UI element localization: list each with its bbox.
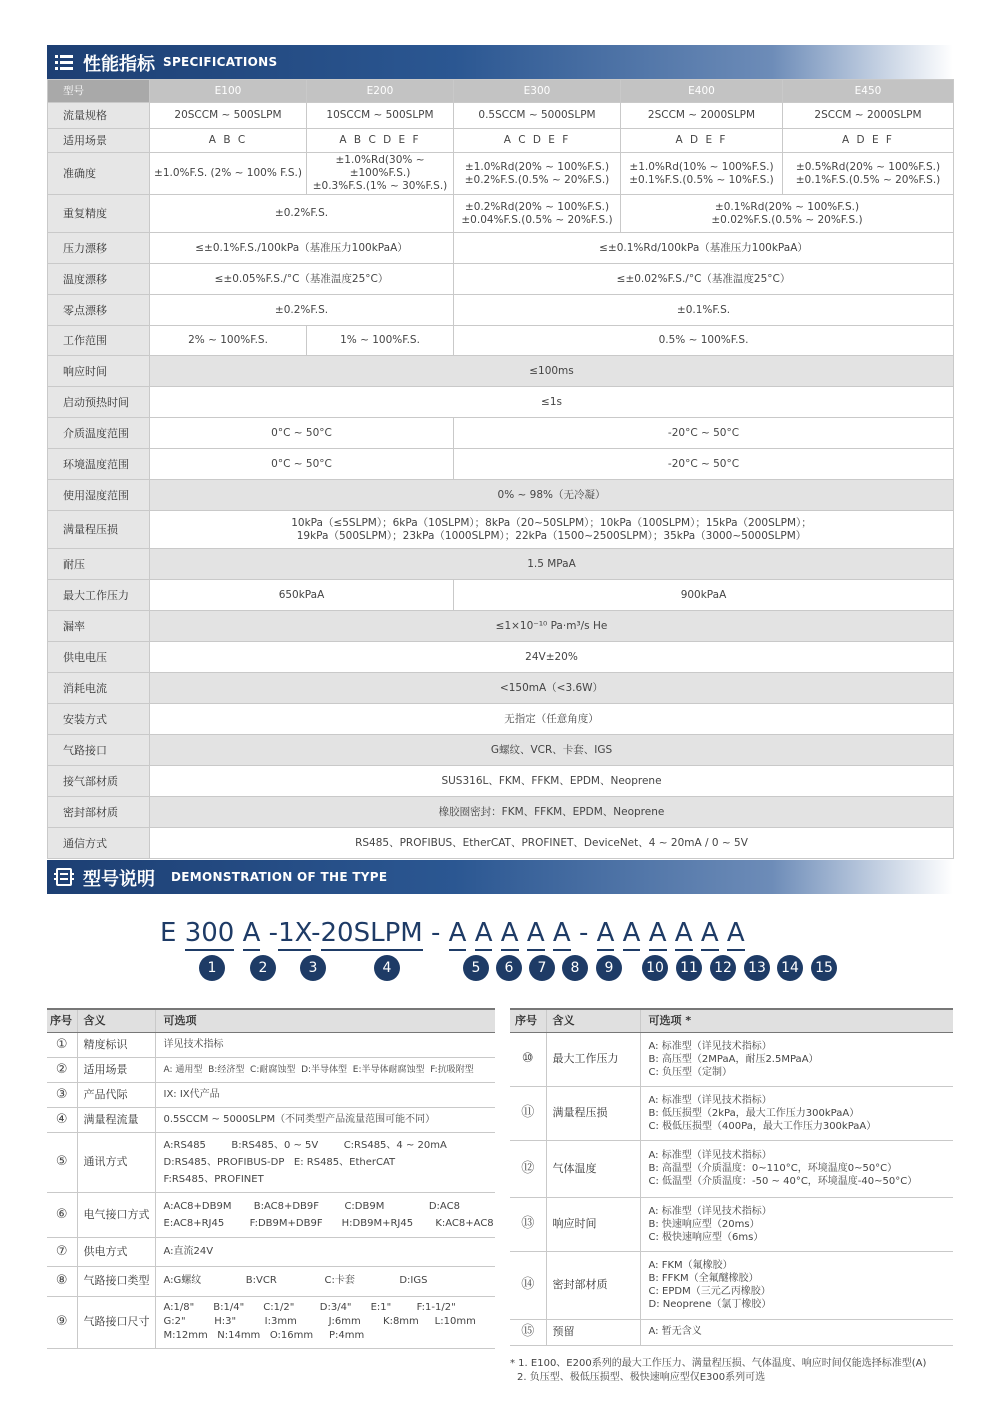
code-opt: A: [553, 918, 571, 951]
spec-table: [47, 79, 954, 859]
row-meaning: 满量程压损: [546, 1086, 640, 1140]
header-e400: E400: [621, 80, 783, 103]
row-no: ⑮: [510, 1319, 546, 1345]
row-meaning: 精度标识: [77, 1032, 155, 1057]
table-row: [47, 1132, 495, 1192]
row-comm: [48, 828, 954, 859]
row-meaning: 产品代际: [77, 1082, 155, 1107]
header-e450: E450: [783, 80, 954, 103]
row-label: 环境温度范围: [48, 449, 150, 480]
spec-header-row: [48, 80, 954, 103]
cell: A B C D E F: [307, 129, 454, 153]
row-repeat: [48, 195, 954, 233]
table-row: [47, 1107, 495, 1132]
cell: RS485、PROFIBUS、EtherCAT、PROFINET、DeviceNet、4 ~ 20mA / 0 ~ 5V: [150, 828, 954, 859]
cell-line: ±0.1%F.S.(0.5% ~ 20%F.S.): [795, 173, 941, 186]
row-label: 压力漂移: [48, 233, 150, 264]
type-table-left: [47, 1008, 495, 1349]
cell: A D E F: [621, 129, 783, 153]
col-meaning: 含义: [77, 1009, 155, 1032]
row-options: A: 标准型（详见技术指标） B: 快速响应型（20ms） C: 极快速响应型（6ms）: [640, 1197, 953, 1251]
row-medium-temp: [48, 418, 954, 449]
row-label: 漏率: [48, 611, 150, 642]
row-label: 供电电压: [48, 642, 150, 673]
cell: 0°C ~ 50°C: [150, 449, 454, 480]
cell-line: 10kPa（≤5SLPM）；6kPa（10SLPM）；8kPa（20~50SLPM）；10kPa（100SLPM）；15kPa（200SLPM）；: [291, 516, 812, 529]
row-no: ⑭: [510, 1251, 546, 1319]
cell: 1% ~ 100%F.S.: [307, 326, 454, 356]
row-env-temp: [48, 449, 954, 480]
cell-line: ±0.5%Rd(20% ~ 100%F.S.): [795, 160, 941, 173]
header-e300: E300: [454, 80, 621, 103]
row-options: A: 暂无含义: [640, 1319, 953, 1345]
row-label: 消耗电流: [48, 673, 150, 704]
row-label: 流量规格: [48, 103, 150, 129]
row-meaning: 最大工作压力: [546, 1032, 640, 1086]
cell: [150, 511, 954, 549]
code-number-badge: 13: [744, 955, 770, 981]
spec-title-cn: 性能指标: [83, 54, 155, 75]
row-label: 启动预热时间: [48, 387, 150, 418]
row-no: ⑥: [47, 1192, 77, 1237]
row-humidity: [48, 480, 954, 511]
row-label: 零点漂移: [48, 295, 150, 326]
code-number-badge: 15: [811, 955, 837, 981]
table-row: [510, 1197, 953, 1251]
row-options: IX: IX代产品: [155, 1082, 495, 1107]
header-model: 型号: [48, 80, 150, 103]
cell: -20°C ~ 50°C: [454, 449, 954, 480]
row-no: ⑦: [47, 1237, 77, 1266]
row-label: 介质温度范围: [48, 418, 150, 449]
row-voltage: [48, 642, 954, 673]
row-temp-drift: [48, 264, 954, 295]
code-opt: A: [475, 918, 493, 951]
table-row: [47, 1266, 495, 1296]
type-title-en: DEMONSTRATION OF THE TYPE: [171, 870, 388, 884]
footnote-1: * 1. E100、E200系列的最大工作压力、满量程压损、气体温度、响应时间仅能选择标准型(A): [510, 1358, 927, 1369]
code-number-badge: 7: [529, 955, 555, 981]
row-meaning: 通讯方式: [77, 1132, 155, 1192]
row-meaning: 满量程流量: [77, 1107, 155, 1132]
cell: [454, 153, 621, 195]
row-no: ⑬: [510, 1197, 546, 1251]
row-no: ⑧: [47, 1266, 77, 1296]
header-e100: E100: [150, 80, 307, 103]
code-opt: A: [449, 918, 467, 951]
cell: 10SCCM ~ 500SLPM: [307, 103, 454, 129]
cell: 650kPaA: [150, 580, 454, 611]
type-table-right: [510, 1008, 953, 1346]
row-meaning: 密封部材质: [546, 1251, 640, 1319]
row-options: 详见技术指标: [155, 1032, 495, 1057]
code-opt: A: [501, 918, 519, 951]
row-withstand: [48, 549, 954, 580]
row-label: 温度漂移: [48, 264, 150, 295]
cell-line: ±0.04%F.S.(0.5% ~ 20%F.S.): [461, 213, 613, 226]
row-wetted: [48, 766, 954, 797]
row-options: A:G螺纹 B:VCR C:卡套 D:IGS: [155, 1266, 495, 1296]
row-label: 满量程压损: [48, 511, 150, 549]
row-pressure-drift: [48, 233, 954, 264]
row-label: 接气部材质: [48, 766, 150, 797]
row-label: 耐压: [48, 549, 150, 580]
cell-line: 19kPa（500SLPM）；23kPa（1000SLPM）；22kPa（1500~2500SLPM）；35kPa（3000~5000SLPM）: [296, 529, 807, 542]
row-accuracy: [48, 153, 954, 195]
cell: 橡胶圈密封：FKM、FFKM、EPDM、Neoprene: [150, 797, 954, 828]
row-warmup: [48, 387, 954, 418]
code-number-badge: 4: [374, 955, 400, 981]
header-e200: E200: [307, 80, 454, 103]
cell: 2% ~ 100%F.S.: [150, 326, 307, 356]
row-pressure-loss: [48, 511, 954, 549]
table-row: [510, 1140, 953, 1197]
col-options: 可选项: [155, 1009, 495, 1032]
cell: 2SCCM ~ 2000SLPM: [621, 103, 783, 129]
row-label: 密封部材质: [48, 797, 150, 828]
table-row: [47, 1082, 495, 1107]
cell: G螺纹、VCR、卡套、IGS: [150, 735, 954, 766]
row-no: ⑨: [47, 1296, 77, 1348]
table-row: [47, 1237, 495, 1266]
row-no: ⑩: [510, 1032, 546, 1086]
cell: A C D E F: [454, 129, 621, 153]
table-row: [510, 1032, 953, 1086]
footnote-2: 2. 负压型、极低压损型、极快速响应型仅E300系列可选: [517, 1372, 766, 1383]
row-no: ④: [47, 1107, 77, 1132]
row-options: A:1/8" B:1/4" C:1/2" D:3/4" E:1" F:1-1/2" G:2" H:3" I:3mm J:6mm K:8mm L:10mm M:12mm N:14mm O:16mm P:4mm: [155, 1296, 495, 1348]
cell: ≤1×10⁻¹⁰ Pa·m³/s He: [150, 611, 954, 642]
chip-icon: [53, 866, 75, 888]
cell: 0.5SCCM ~ 5000SLPM: [454, 103, 621, 129]
row-label: 响应时间: [48, 356, 150, 387]
cell: 0.5% ~ 100%F.S.: [454, 326, 954, 356]
col-meaning: 含义: [546, 1009, 640, 1032]
cell: ≤±0.1%Rd/100kPa（基准压力100kPaA）: [454, 233, 954, 264]
code-flow: 20SLPM: [321, 918, 423, 951]
row-options: 0.5SCCM ~ 5000SLPM（不同类型产品流量范围可能不同）: [155, 1107, 495, 1132]
row-no: ③: [47, 1082, 77, 1107]
table-header: [510, 1009, 953, 1032]
cell-line: ±0.1%Rd(20% ~ 100%F.S.): [714, 200, 860, 213]
cell: ≤±0.02%F.S./°C（基准温度25°C）: [454, 264, 954, 295]
code-dash: -: [311, 918, 321, 948]
list-icon: [53, 51, 75, 73]
row-label: 气路接口: [48, 735, 150, 766]
code-opt: A: [597, 918, 615, 951]
code-series: 300: [185, 918, 235, 951]
row-options: A: 标准型（详见技术指标） B: 高温型（介质温度：0~110°C，环境温度0~50°C） C: 低温型（介质温度：-50 ~ 40°C，环境温度-40~50°C）: [640, 1140, 953, 1197]
table-row: [47, 1032, 495, 1057]
code-opt: A: [527, 918, 545, 951]
type-section-banner: [47, 860, 953, 894]
table-header: [47, 1009, 495, 1032]
cell: -20°C ~ 50°C: [454, 418, 954, 449]
cell-line: ±1.0%Rd(20% ~ 100%F.S.): [464, 160, 610, 173]
cell: [621, 195, 954, 233]
row-label: 准确度: [48, 153, 150, 195]
spec-section-banner: [47, 45, 953, 79]
code-number-badge: 12: [710, 955, 736, 981]
row-label: 适用场景: [48, 129, 150, 153]
cell: ≤1s: [150, 387, 954, 418]
cell-line: ±0.2%Rd(20% ~ 100%F.S.): [464, 200, 610, 213]
cell-line: ±1.0%Rd(30% ~ ±100%F.S.): [335, 154, 425, 179]
cell: 0°C ~ 50°C: [150, 418, 454, 449]
cell-line: ±1.0%Rd(10% ~ 100%F.S.): [629, 160, 774, 173]
code-number-badge: 9: [596, 955, 622, 981]
row-meaning: 预留: [546, 1319, 640, 1345]
code-e: E: [160, 918, 177, 948]
code-number-badge: 8: [562, 955, 588, 981]
cell-line: ±0.3%F.S.(1% ~ 30%F.S.): [312, 180, 448, 192]
type-title-cn: 型号说明: [83, 869, 155, 890]
row-no: ①: [47, 1032, 77, 1057]
cell: 无指定（任意角度）: [150, 704, 954, 735]
cell-line: ±0.2%F.S.(0.5% ~ 20%F.S.): [464, 173, 610, 186]
row-label: 使用湿度范围: [48, 480, 150, 511]
cell: A B C: [150, 129, 307, 153]
row-label: 工作范围: [48, 326, 150, 356]
table-row: [510, 1319, 953, 1345]
col-options: 可选项 *: [640, 1009, 953, 1032]
row-options: A:AC8+DB9M B:AC8+DB9F C:DB9M D:AC8 E:AC8+RJ45 F:DB9M+DB9F H:DB9M+RJ45 K:AC8+AC8: [155, 1192, 495, 1237]
code-number-badge: 3: [300, 955, 326, 981]
row-label: 最大工作压力: [48, 580, 150, 611]
cell: [307, 153, 454, 195]
cell: 20SCCM ~ 500SLPM: [150, 103, 307, 129]
row-meaning: 气路接口尺寸: [77, 1296, 155, 1348]
cell: <150mA（<3.6W）: [150, 673, 954, 704]
code-comm: 1X: [278, 918, 311, 951]
code-opt: A: [701, 918, 719, 951]
row-port: [48, 735, 954, 766]
row-options: A:直流24V: [155, 1237, 495, 1266]
row-max-pressure: [48, 580, 954, 611]
code-number-badge: 14: [777, 955, 803, 981]
code-gen: A: [243, 918, 261, 951]
row-meaning: 适用场景: [77, 1057, 155, 1082]
row-meaning: 供电方式: [77, 1237, 155, 1266]
row-seal: [48, 797, 954, 828]
cell: [621, 153, 783, 195]
cell: SUS316L、FKM、FFKM、EPDM、Neoprene: [150, 766, 954, 797]
cell: ≤100ms: [150, 356, 954, 387]
cell: ±0.2%F.S.: [150, 195, 454, 233]
row-label: 安装方式: [48, 704, 150, 735]
cell: ±1.0%F.S. (2% ~ 100% F.S.): [150, 153, 307, 195]
row-options: A: 通用型 B:经济型 C:耐腐蚀型 D:半导体型 E:半导体耐腐蚀型 F:抗吸附型: [155, 1057, 495, 1082]
cell: 1.5 MPaA: [150, 549, 954, 580]
code-number-badge: 2: [250, 955, 276, 981]
table-row: [510, 1086, 953, 1140]
code-dash: -: [268, 918, 279, 948]
cell: A D E F: [783, 129, 954, 153]
row-scene: [48, 129, 954, 153]
row-meaning: 气路接口类型: [77, 1266, 155, 1296]
code-number-badge: 10: [642, 955, 668, 981]
code-number-badge: 11: [676, 955, 702, 981]
cell: ±0.2%F.S.: [150, 295, 454, 326]
cell-line: ±0.02%F.S.(0.5% ~ 20%F.S.): [711, 213, 863, 226]
spec-title-en: SPECIFICATIONS: [163, 55, 278, 69]
code-number-badge: 5: [463, 955, 489, 981]
row-label: 重复精度: [48, 195, 150, 233]
code-number-badge: 1: [199, 955, 225, 981]
row-no: ⑫: [510, 1140, 546, 1197]
cell: ≤±0.1%F.S./100kPa（基准压力100kPaA）: [150, 233, 454, 264]
row-label: 通信方式: [48, 828, 150, 859]
table-row: [510, 1251, 953, 1319]
row-mounting: [48, 704, 954, 735]
code-opt: A: [649, 918, 667, 951]
row-work-range: [48, 326, 954, 356]
code-opt: A: [675, 918, 693, 951]
cell-line: ±0.1%F.S.(0.5% ~ 10%F.S.): [629, 173, 774, 186]
code-opt: A: [623, 918, 641, 951]
code-dash: -: [578, 918, 589, 948]
cell: 2SCCM ~ 2000SLPM: [783, 103, 954, 129]
cell: [454, 195, 621, 233]
row-no: ②: [47, 1057, 77, 1082]
row-meaning: 响应时间: [546, 1197, 640, 1251]
cell: 900kPaA: [454, 580, 954, 611]
row-meaning: 电气接口方式: [77, 1192, 155, 1237]
col-no: 序号: [47, 1009, 77, 1032]
cell: ≤±0.05%F.S./°C（基准温度25°C）: [150, 264, 454, 295]
code-dash: -: [430, 918, 441, 948]
table-row: [47, 1296, 495, 1348]
row-meaning: 气体温度: [546, 1140, 640, 1197]
row-leak: [48, 611, 954, 642]
row-zero-drift: [48, 295, 954, 326]
row-flow: [48, 103, 954, 129]
code-number-badge: 6: [496, 955, 522, 981]
cell: 0% ~ 98%（无冷凝）: [150, 480, 954, 511]
row-options: A: FKM（氟橡胶） B: FFKM（全氟醚橡胶） C: EPDM（三元乙丙橡胶） D: Neoprene（氯丁橡胶）: [640, 1251, 953, 1319]
code-opt: A: [727, 918, 745, 951]
row-options: A: 标准型（详见技术指标） B: 高压型（2MPaA，耐压2.5MPaA） C: 负压型（定制）: [640, 1032, 953, 1086]
table-row: [47, 1057, 495, 1082]
col-no: 序号: [510, 1009, 546, 1032]
row-no: ⑪: [510, 1086, 546, 1140]
table-row: [47, 1192, 495, 1237]
row-no: ⑤: [47, 1132, 77, 1192]
cell: [783, 153, 954, 195]
row-options: A: 标准型（详见技术指标） B: 低压损型（2kPa，最大工作压力300kPaA） C: 极低压损型（400Pa，最大工作压力300kPaA）: [640, 1086, 953, 1140]
cell: ±0.1%F.S.: [454, 295, 954, 326]
model-code: [160, 918, 745, 954]
row-options: A:RS485 B:RS485、0 ~ 5V C:RS485、4 ~ 20mA D:RS485、PROFIBUS-DP E: RS485、EtherCAT F:RS485、PROFINET: [155, 1132, 495, 1192]
row-response: [48, 356, 954, 387]
row-current: [48, 673, 954, 704]
cell: 24V±20%: [150, 642, 954, 673]
